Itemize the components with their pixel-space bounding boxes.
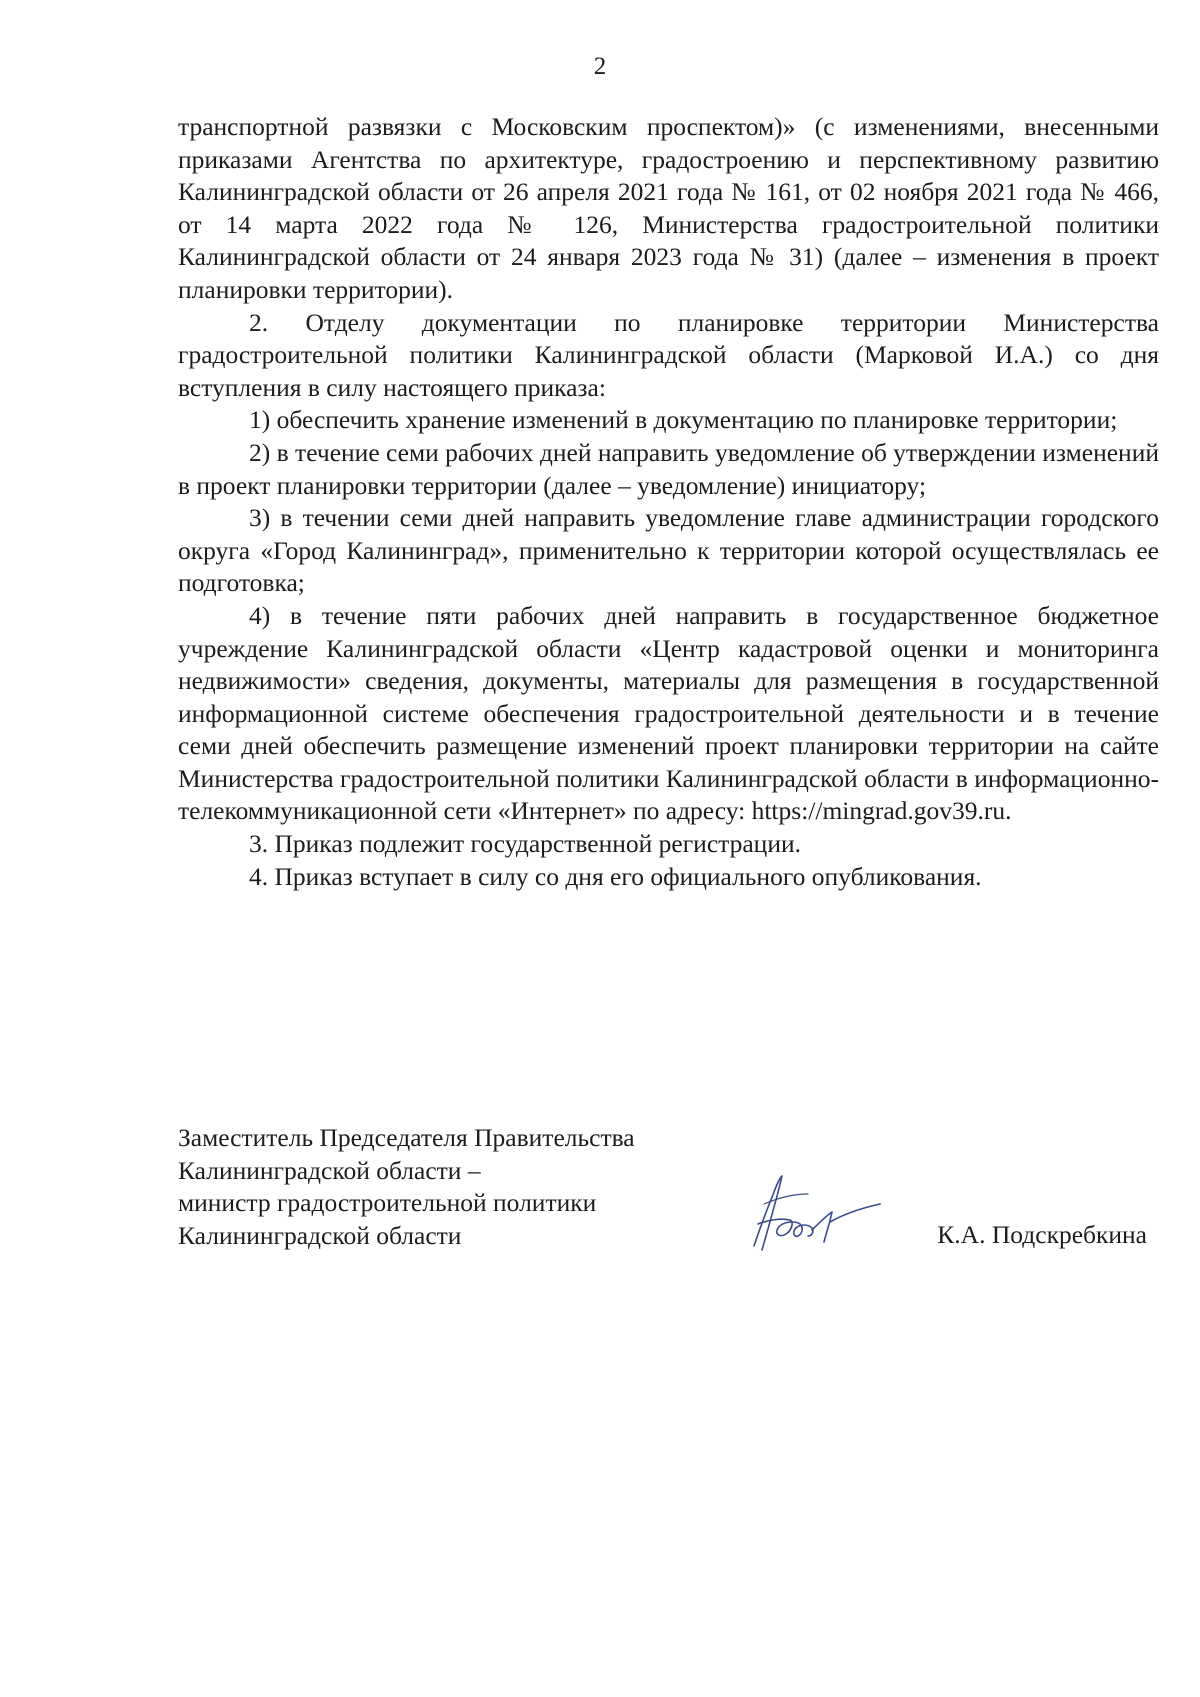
- signatory-position-line: Калининградской области: [178, 1220, 462, 1250]
- paragraph-subitem-4: 4) в течение пяти рабочих дней направить в государственное бюджетное учреждение Калининградской области «Центр кадастровой оценки и мониторинга недвижимости» сведения, документы, материалы для размещения в государственной информационной системе обеспечения градостроительной деятельности и в течение семи дней обеспечить размещение изменений проект планировки территории на сайте Министерства градостроительной политики Калининградской области в информационно-телекоммуникационной сети «Интернет» по адресу: https://mingrad.gov39.ru.: [178, 600, 1159, 826]
- signatory-position-line: министр градостроительной политики: [178, 1188, 597, 1218]
- signatory-name: К.А. Подскребкина: [937, 1220, 1147, 1249]
- paragraph-item-2: 2. Отделу документации по планировке территории Министерства градостроительной политики Калининградской области (Марковой И.А.) со дня вступления в силу настоящего приказа:: [178, 307, 1159, 402]
- paragraph-continuation: транспортной развязки с Московским проспектом)» (с изменениями, внесенными приказами Агентства по архитектуре, градостроению и перспективному развитию Калининградской области от 26 апреля 2021 года № 161, от 02 ноября 2021 года № 466, от 14 марта 2022 года № 126, Министерства градостроительной политики Калининградской области от 24 января 2023 года № 31) (далее – изменения в проект планировки территории).: [178, 112, 1159, 304]
- page-number: 2: [593, 53, 607, 80]
- paragraph-subitem-2: 2) в течение семи рабочих дней направить уведомление об утверждении изменений в проект планировки территории (далее – уведомление) инициатору;: [178, 437, 1159, 500]
- handwritten-signature: [734, 1164, 894, 1264]
- signatory-position-line: Заместитель Председателя Правительства: [178, 1123, 635, 1152]
- signature-block: [178, 1122, 1159, 1252]
- paragraph-item-4: 4. Приказ вступает в силу со дня его официального опубликования.: [249, 861, 982, 891]
- paragraph-item-3: 3. Приказ подлежит государственной регистрации.: [249, 829, 801, 859]
- document-body: [178, 111, 1159, 893]
- paragraph-subitem-1: 1) обеспечить хранение изменений в документацию по планировке территории;: [249, 405, 1118, 435]
- signatory-position: [178, 1122, 738, 1252]
- paragraph-subitem-3: 3) в течении семи дней направить уведомление главе администрации городского округа «Город Калининград», применительно к территории которой осуществлялась ее подготовка;: [178, 503, 1159, 598]
- signature-stroke: [754, 1176, 880, 1250]
- signatory-position-line: Калининградской области –: [178, 1155, 481, 1185]
